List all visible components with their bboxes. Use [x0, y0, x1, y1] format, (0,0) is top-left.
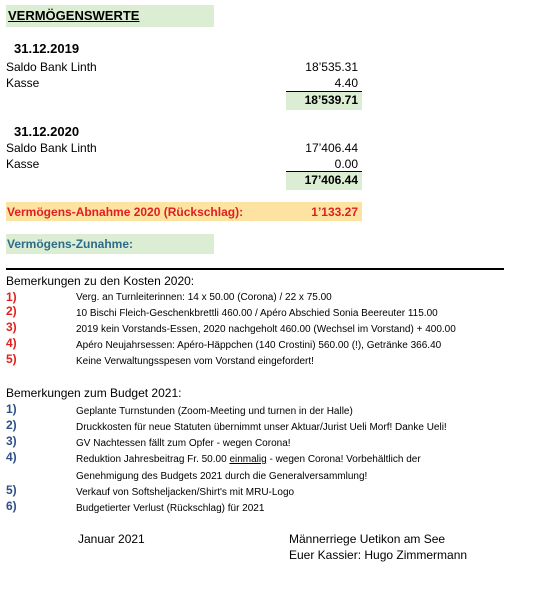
date-2020: 31.12.2020	[14, 124, 80, 139]
budget-text-6: Budgetierter Verlust (Rückschlag) für 2021	[76, 503, 265, 514]
kosten-text-3: 2019 kein Vorstands-Essen, 2020 nachgeholt 460.00 (Wechsel im Vorstand) + 400.00	[76, 324, 456, 335]
row-value-bank-2020: 17’406.44	[305, 141, 358, 155]
footer-signer: Euer Kassier: Hugo Zimmermann	[289, 548, 468, 562]
budget-num-6: 6)	[6, 499, 17, 513]
budget-text-3: GV Nachtessen fällt zum Opfer - wegen Corona!	[76, 438, 291, 449]
abnahme-value: 1’133.27	[311, 205, 358, 219]
footer-org: Männerriege Uetikon am See	[289, 532, 446, 546]
kosten-text-4: Apéro Neujahrsessen: Apéro-Häppchen (140 Crostini) 560.00 (!), Getränke 366.40	[76, 340, 442, 351]
budget-num-4: 4)	[6, 450, 17, 464]
budget-text-4-before: Reduktion Jahresbeitrag Fr. 50.00	[76, 454, 230, 465]
kosten-num-3: 3)	[6, 320, 17, 334]
row-value-bank-2019: 18’535.31	[305, 60, 358, 74]
kosten-num-2: 2)	[6, 304, 17, 318]
row-label-bank-2019: Saldo Bank Linth	[6, 60, 97, 74]
date-2019: 31.12.2019	[14, 41, 80, 56]
budget-text-4	[76, 454, 421, 465]
total-2020: 17’406.44	[304, 173, 358, 187]
budget-text-2: Druckkosten für neue Statuten übernimmt unser Aktuar/Jurist Ueli Morf! Danke Ueli!	[76, 422, 447, 433]
kosten-heading: Bemerkungen zu den Kosten 2020:	[6, 274, 195, 288]
total-2019: 18’539.71	[304, 93, 358, 107]
page-title: VERMÖGENSWERTE	[8, 8, 140, 23]
kosten-num-1: 1)	[6, 290, 17, 304]
budget-num-1: 1)	[6, 402, 17, 416]
footer-date: Januar 2021	[78, 532, 145, 546]
row-label-kasse-2020: Kasse	[6, 157, 40, 171]
budget-num-2: 2)	[6, 418, 17, 432]
kosten-text-2: 10 Bischi Fleich-Geschenkbrettli 460.00 / Apéro Abschied Sonia Beereuter 115.00	[76, 308, 438, 319]
row-label-kasse-2019: Kasse	[6, 76, 40, 90]
budget-text-4-line2: Genehmigung des Budgets 2021 durch die Generalversammlung!	[76, 471, 368, 482]
kosten-num-5: 5)	[6, 352, 17, 366]
budget-text-1: Geplante Turnstunden (Zoom-Meeting und turnen in der Halle)	[76, 406, 353, 417]
row-value-kasse-2019: 4.40	[334, 76, 358, 90]
row-value-kasse-2020: 0.00	[334, 157, 358, 171]
budget-text-4-underline: einmalig	[229, 454, 267, 465]
budget-num-5: 5)	[6, 483, 17, 497]
kosten-num-4: 4)	[6, 336, 17, 350]
kosten-text-5: Keine Verwaltungsspesen vom Vorstand eingefordert!	[76, 356, 314, 367]
budget-num-3: 3)	[6, 434, 17, 448]
abnahme-label: Vermögens-Abnahme 2020 (Rückschlag):	[7, 205, 244, 219]
kosten-text-1: Verg. an Turnleiterinnen: 14 x 50.00 (Corona) / 22 x 75.00	[76, 292, 332, 303]
budget-heading: Bemerkungen zum Budget 2021:	[6, 386, 182, 400]
budget-text-5: Verkauf von Softsheljacken/Shirt's mit MRU-Logo	[76, 487, 295, 498]
section-divider	[6, 268, 504, 270]
budget-text-4-after: - wegen Corona! Vorbehältlich der	[266, 454, 421, 465]
row-label-bank-2020: Saldo Bank Linth	[6, 141, 97, 155]
zunahme-label: Vermögens-Zunahme:	[7, 237, 134, 251]
